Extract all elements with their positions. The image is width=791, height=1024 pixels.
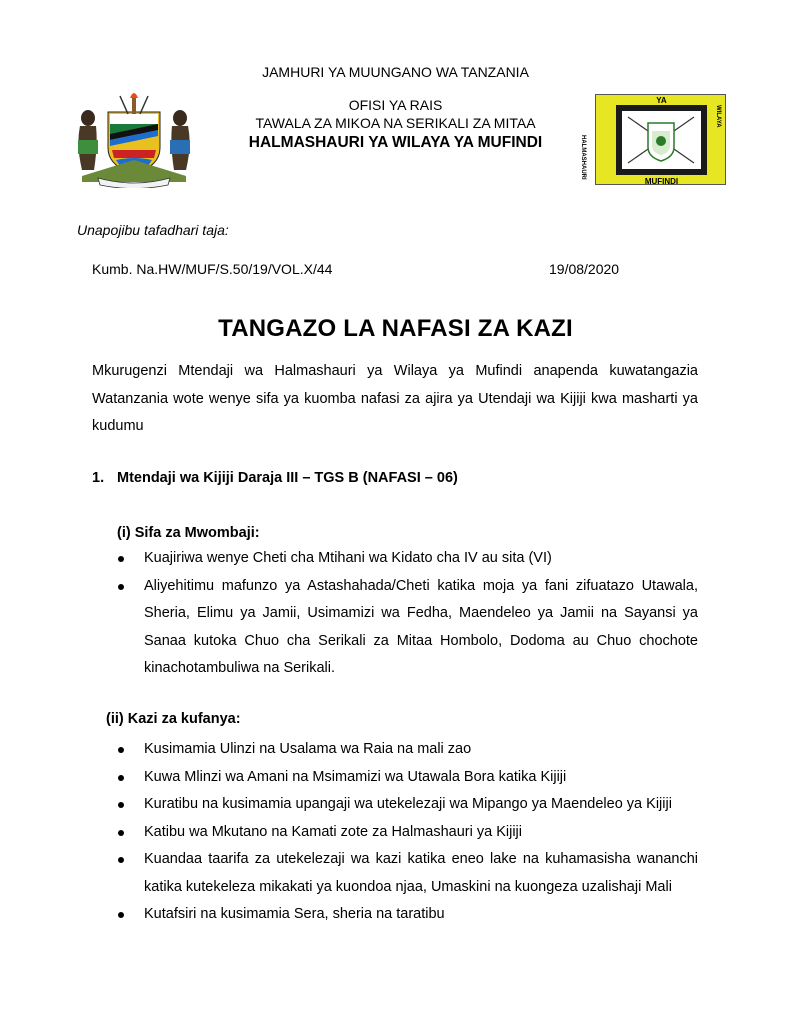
- council-heading: HALMASHAURI YA WILAYA YA MUFINDI: [248, 134, 543, 151]
- coat-of-arms-icon: [68, 90, 200, 188]
- list-item: [117, 819, 698, 847]
- position-number: 1.: [92, 470, 105, 486]
- list-item-text: Aliyehitimu mafunzo ya Astashahada/Cheti katika moja ya fani zifuatazo Utawala, Sheria, Elimu ya Jamii, Usimamizi wa Fedha, Maendeleo ya Jamii na Sayansi ya Sanaa kutoka Chuo cha Serikali za Mitaa Hombolo, Dodoma au Chuo chochote kinachotambuliwa na Serikali.: [144, 577, 698, 676]
- list-item-text: Katibu wa Mkutano na Kamati zote za Halmashauri ya Kijiji: [144, 823, 522, 840]
- page-title: TANGAZO LA NAFASI ZA KAZI: [218, 315, 573, 342]
- document-date: 19/08/2020: [549, 261, 620, 277]
- list-item-text: Kuajiriwa wenye Cheti cha Mtihani wa Kidato cha IV au sita (VI): [144, 550, 552, 566]
- office-heading: OFISI YA RAIS: [348, 97, 443, 113]
- list-item: [117, 764, 698, 792]
- republic-heading: JAMHURI YA MUUNGANO WA TANZANIA: [262, 64, 529, 80]
- list-item-text: Kusimamia Ulinzi na Usalama wa Raia na mali zao: [144, 741, 472, 757]
- list-item-text: Kutafsiri na kusimamia Sera, sheria na taratibu: [144, 906, 445, 922]
- reply-note: Unapojibu tafadhari taja:: [77, 222, 229, 238]
- list-item: [117, 573, 698, 683]
- list-item-text: Kuandaa taarifa za utekelezaji wa kazi katika eneo lake na kuhamasisha wananchi katika kutekeleza mikakati ya kuondoa njaa, Umaskini na kuongeza uzalishaji Mali: [144, 851, 698, 895]
- emblem-text-left: HALMASHAURI: [580, 135, 586, 180]
- list-item: [117, 846, 698, 901]
- qualifications-heading: (i) Sifa za Mwombaji:: [117, 525, 260, 541]
- list-item: [117, 545, 698, 573]
- mufindi-emblem-icon: [580, 94, 726, 186]
- list-item: [117, 791, 698, 819]
- list-item-text: Kuwa Mlinzi wa Amani na Msimamizi wa Utawala Bora katika Kijiji: [144, 768, 567, 785]
- reference-number: Kumb. Na.HW/MUF/S.50/19/VOL.X/44: [92, 261, 333, 277]
- emblem-text-right: WILAYA: [715, 105, 721, 128]
- emblem-text-bottom: MUFINDI: [644, 177, 679, 186]
- list-item: [117, 736, 698, 764]
- duties-heading: (ii) Kazi za kufanya:: [106, 711, 241, 727]
- ministry-heading: TAWALA ZA MIKOA NA SERIKALI ZA MITAA: [255, 115, 536, 131]
- list-item: [117, 901, 698, 929]
- duties-list: [117, 736, 698, 929]
- intro-paragraph: Mkurugenzi Mtendaji wa Halmashauri ya Wilaya ya Mufindi anapenda kuwatangazia Watanzania wote wenye sifa ya kuomba nafasi za ajira ya Utendaji wa Kijiji kwa masharti ya kudumu: [92, 363, 698, 434]
- position-heading: Mtendaji wa Kijiji Daraja III – TGS B (NAFASI – 06): [117, 470, 458, 486]
- list-item-text: Kuratibu na kusimamia upangaji wa utekelezaji wa Mipango ya Maendeleo ya Kijiji: [144, 796, 672, 812]
- emblem-text-top: YA: [656, 96, 667, 105]
- qualifications-list: [117, 545, 698, 683]
